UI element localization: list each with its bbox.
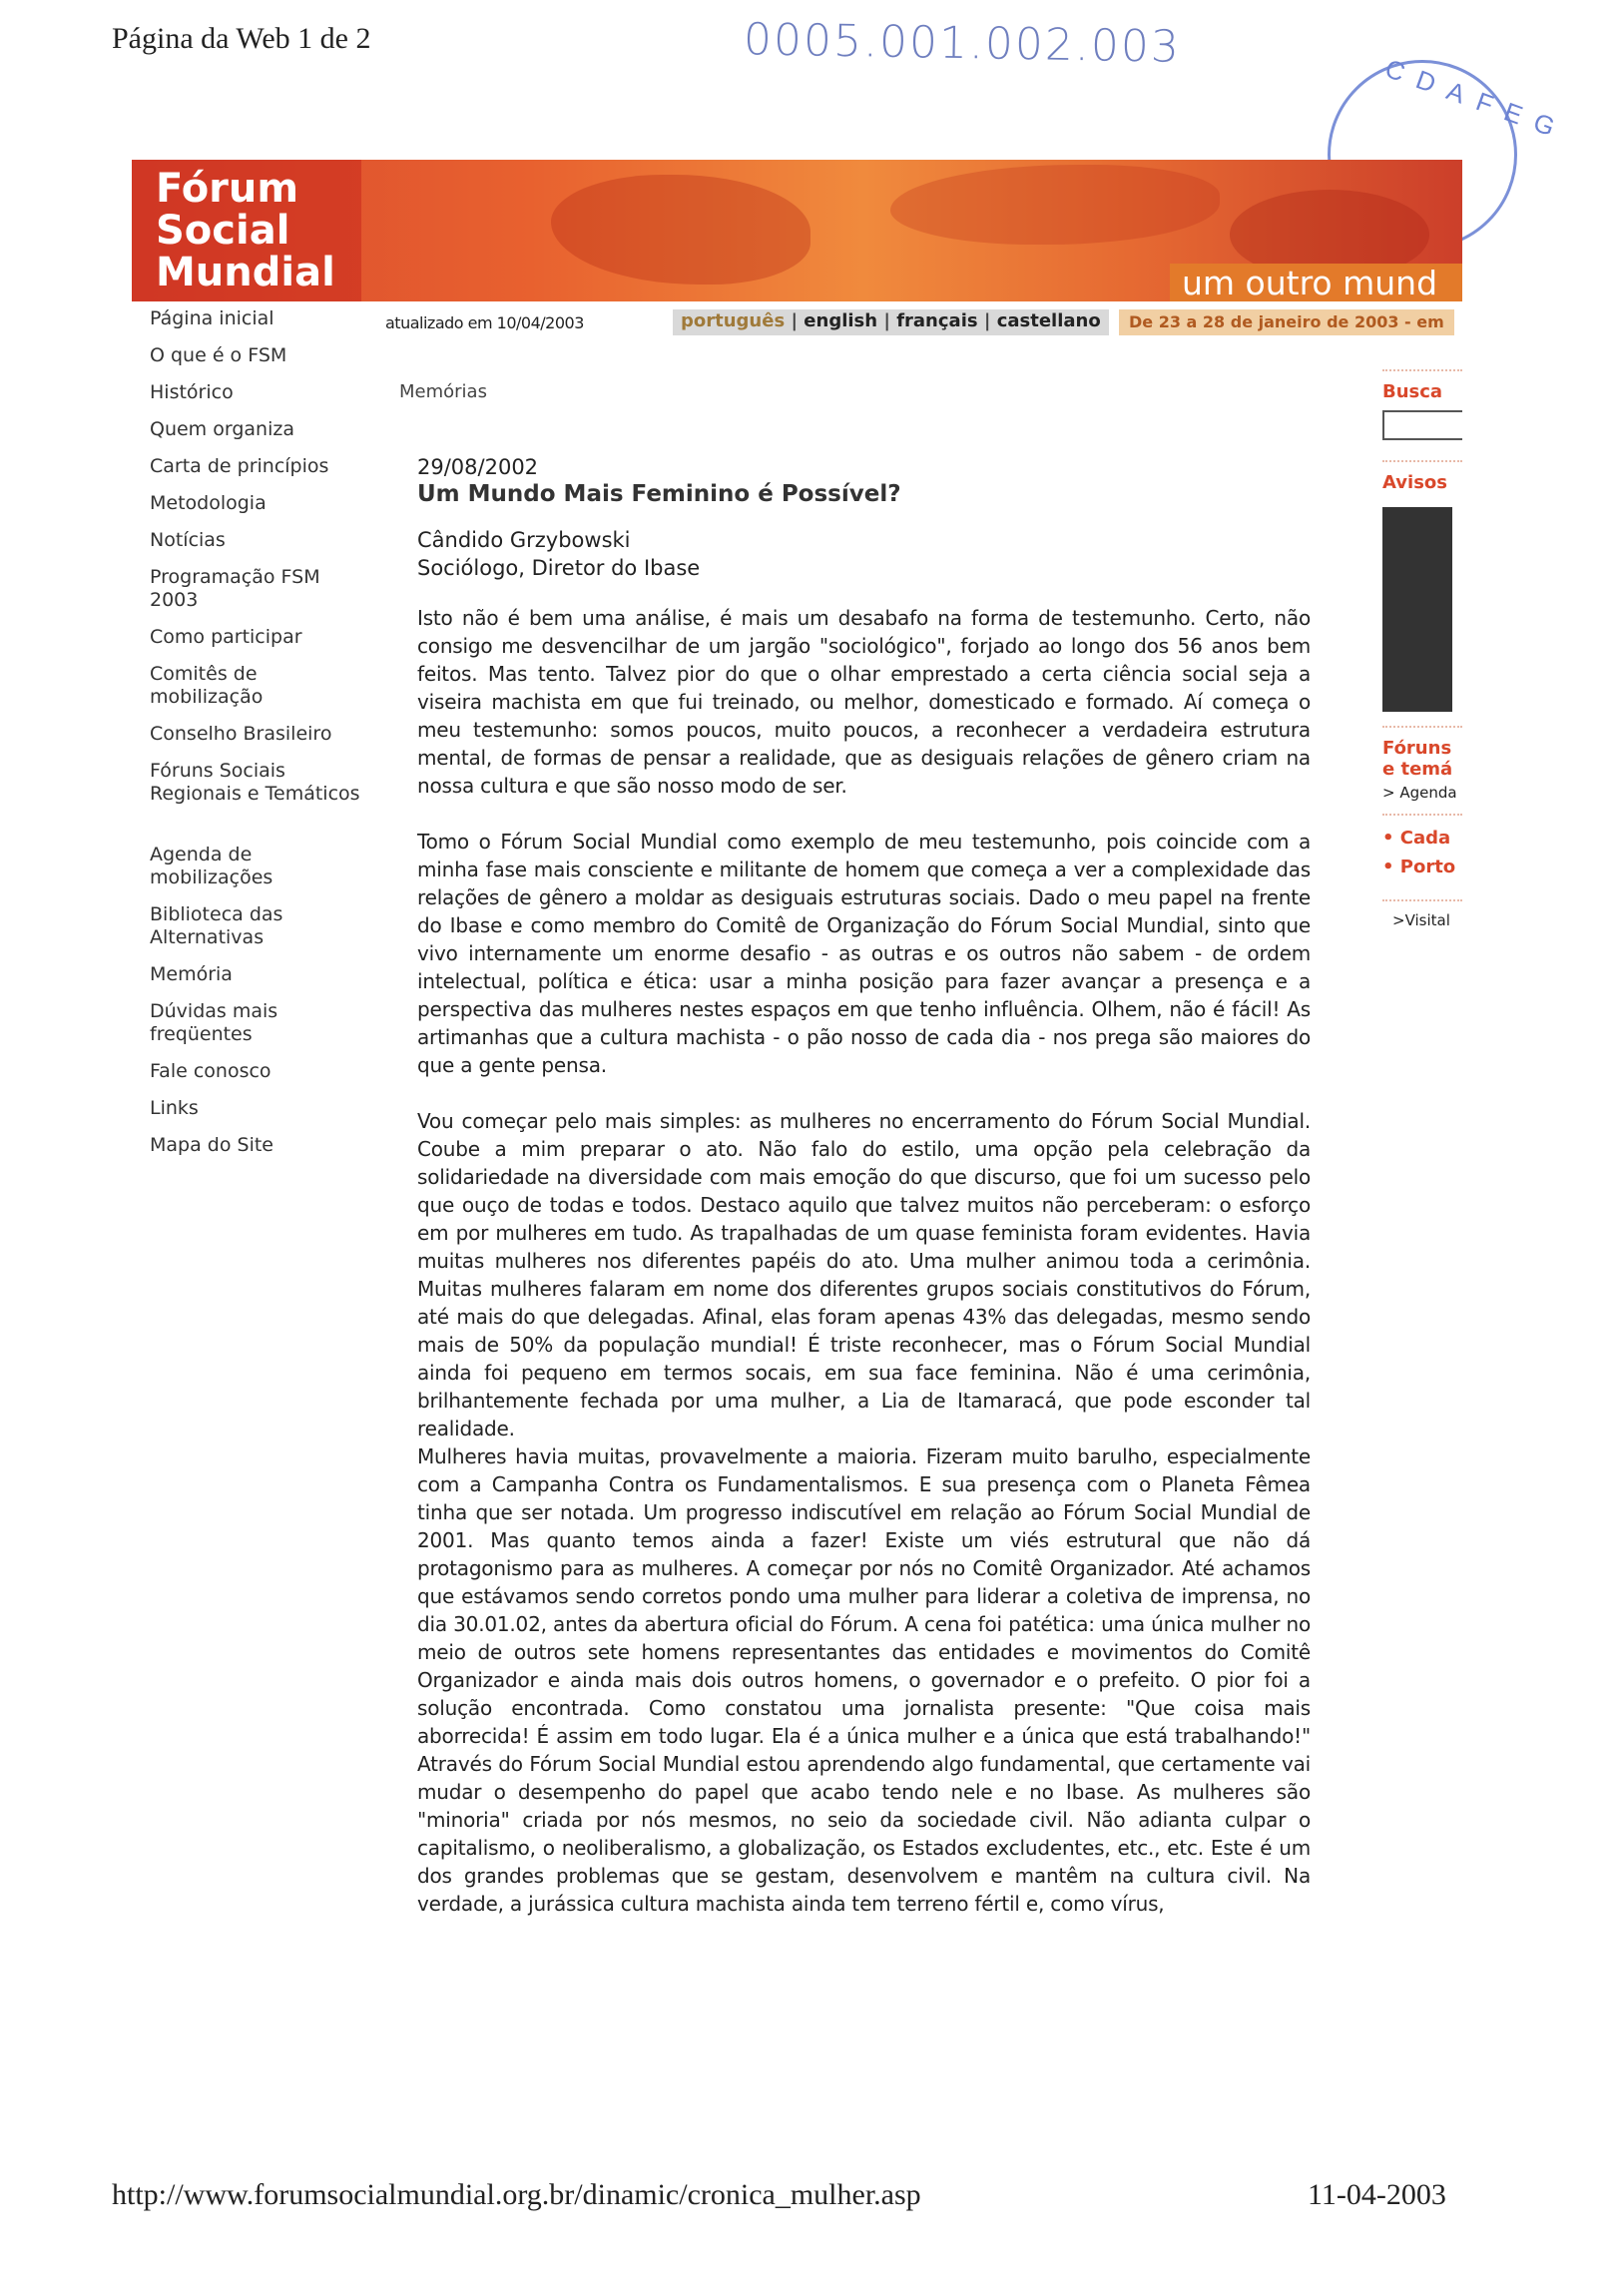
banner-tagline: um outro mund [1182,264,1438,301]
notices-label: Avisos [1382,472,1447,493]
sidebar-nav [150,307,379,1157]
site-logo[interactable] [132,160,361,301]
sidebar-item-como-participar[interactable]: Como participar [150,626,302,648]
language-selector [673,309,1109,335]
world-map-shape [890,165,1220,245]
sidebar-item-historico[interactable]: Histórico [150,381,234,403]
sidebar-item-pagina-inicial[interactable]: Página inicial [150,307,274,329]
language-link-english[interactable]: english [804,310,878,331]
sidebar-item-links[interactable]: Links [150,1097,199,1119]
article-date: 29/08/2002 [417,455,539,479]
language-link-castellano[interactable]: castellano [996,310,1101,331]
dotted-divider [1382,899,1462,905]
world-map-shape [551,175,810,285]
separator: | [983,310,997,331]
site-banner [132,160,1462,301]
article-title: Um Mundo Mais Feminino é Possível? [417,481,901,507]
sidebar-item-agenda-de-mobilizacoes[interactable]: Agenda de mobilizações [150,844,273,888]
search-label: Busca [1382,381,1443,402]
archive-reference-code: 0005.001.002.003 [743,14,1182,73]
sidebar-item-foruns-sociais[interactable]: Fóruns Sociais Regionais e Temáticos [150,760,360,805]
logo-line: Social [156,208,290,254]
dotted-divider [1382,726,1462,732]
article-paragraph: Tomo o Fórum Social Mundial como exemplo de meu testemunho, pois coincide com a minha fase mais consciente e militante de homem que começa a ver a complexidade das relações de gênero a moldar as desiguais estruturas sociais. Dado o meu papel na frente do Ibase e como membro do Comitê de Organização do Fórum Social Mundial, sinto que vivo internamente um enorme desafio - as outras e os outros não sabem - de ordem intelectual, política e ética: usar a minha posição para fazer avançar a presença e a perspectiva das mulheres nestes espaços em que tenho influência. Olhem, não é fácil! As artimanhas que a cultura machista - o pão nosso de cada dia - nos prega são maiores do que a gente pensa. [417,830,1311,1077]
dotted-divider [1382,369,1462,375]
sidebar-item-programacao-fsm-2003[interactable]: Programação FSM 2003 [150,566,320,611]
right-column [1382,369,1462,929]
sidebar-item-memoria[interactable]: Memória [150,963,233,985]
article-body [417,454,1311,1918]
news-bullet-link[interactable]: • Cada [1382,828,1451,849]
forums-link[interactable]: Fóruns [1382,738,1452,759]
sidebar-item-o-que-e-o-fsm[interactable]: O que é o FSM [150,344,287,366]
agenda-link[interactable]: > Agenda [1382,784,1457,802]
print-footer-date: 11-04-2003 [1308,2178,1446,2211]
last-updated: atualizado em 10/04/2003 [385,313,584,332]
language-link-francais[interactable]: français [896,310,978,331]
sidebar-item-comites-de-mobilizacao[interactable]: Comitês de mobilização [150,663,264,708]
notices-panel [1382,507,1452,712]
print-page-header: Página da Web 1 de 2 [112,22,371,55]
sidebar-item-duvidas-mais-frequentes[interactable]: Dúvidas mais freqüentes [150,1000,278,1045]
logo-line: Fórum [156,166,299,212]
separator: | [791,310,805,331]
visit-link[interactable]: >Visital [1392,911,1450,929]
sidebar-item-metodologia[interactable]: Metodologia [150,492,267,514]
section-breadcrumb: Memórias [399,381,487,402]
article-paragraph: Vou começar pelo mais simples: as mulheres no encerramento do Fórum Social Mundial. Coube a mim preparar o ato. Não falo do estilo, uma opção pela celebração da solidariedade na diversidade com mais emoção do que discurso, que foi um sucesso pelo que ouço de todas e todos. Destaco aquilo que talvez muitos não perceberam: o esforço em por mulheres em tudo. As trapalhadas de um quase feminista foram evidentes. Havia muitas mulheres nos diferentes papéis do ato. Uma mulher animou toda a cerimônia. Muitas mulheres falaram em nome dos diferentes grupos sociais constitutivos do Fórum, até mais do que delegadas. Afinal, elas foram apenas 43% das delegadas, mesmo sendo mais de 50% da população mundial! É triste reconhecer, mas o Fórum Social Mundial ainda foi pequeno em termos socais, em sua face feminina. Não é uma cerimônia, brilhantemente fechada por uma mulher, a Lia de Itamaracá, que pode esconder tal realidade. [417,1109,1311,1440]
search-input[interactable] [1382,410,1462,440]
sidebar-item-noticias[interactable]: Notícias [150,529,226,551]
article-paragraph: Isto não é bem uma análise, é mais um desabafo na forma de testemunho. Certo, não consigo me desvencilhar de um jargão "sociológico", forjado ao longo dos 56 anos bem feitos. Mas tento. Talvez pior do que o olhar emprestado a certa ciência social seja a viseira machista em que fui treinado, ou melhor, domesticado e formado. Aí começa o meu testemunho: somos poucos, muito poucos, a reconhecer a verdadeira estrutura mental, de formas de pensar a realidade, que as desiguais relações de gênero criam na nossa cultura e que são nosso modo de ser. [417,606,1311,798]
news-bullet-link[interactable]: • Porto [1382,857,1456,877]
dotted-divider [1382,814,1462,820]
sidebar-item-biblioteca-das-alternativas[interactable]: Biblioteca das Alternativas [150,903,283,948]
forums-link-continued[interactable]: e temá [1382,759,1453,780]
info-bar [385,309,1462,337]
sidebar-item-carta-de-principios[interactable]: Carta de princípios [150,455,329,477]
stamp-text: CDAFEG [1380,53,1572,148]
sidebar-item-quem-organiza[interactable]: Quem organiza [150,418,294,440]
sidebar-item-conselho-brasileiro[interactable]: Conselho Brasileiro [150,723,332,745]
event-date-range: De 23 a 28 de janeiro de 2003 - em [1119,309,1454,335]
article-paragraph: Mulheres havia muitas, provavelmente a maioria. Fizeram muito barulho, especialmente com a Campanha Contra os Fundamentalismos. E sua presença com o Planeta Fêmea tinha que ser notada. Um progresso indiscutível em relação ao Fórum Social Mundial de 2001. Mas quanto temos ainda a fazer! Existe um viés estrutural que não dá protagonismo para as mulheres. A começar por nós no Comitê Organizador. Até achamos que estávamos sendo corretos pondo uma mulher para liderar a coletiva de imprensa, no dia 30.01.02, antes da abertura oficial do Fórum. A cena foi patética: uma única mulher no meio de outros sete homens representantes das entidades e movimentos do Comitê Organizador e ainda mais dois outros homens, o governador e o prefeito. O pior foi a solução encontrada. Como constatou uma jornalista presente: "Que coisa mais aborrecida! É assim em todo lugar. Ela é a única mulher e a única que está trabalhando!" Através do Fórum Social Mundial estou aprendendo algo fundamental, que certamente vai mudar o desempenho do papel que acabo tendo nele e no Ibase. As mulheres são "minoria" criada por nós mesmos, no seio da sociedade civil. Não adianta culpar o capitalismo, o neoliberalismo, a globalização, os Estados excludentes, etc., etc. Este é um dos grandes problemas que se gestam, desenvolvem e mantêm na cultura civil. Na verdade, a jurássica cultura machista ainda tem terreno fértil e, como vírus, [417,1444,1311,1916]
dotted-divider [1382,460,1462,466]
sidebar-item-mapa-do-site[interactable]: Mapa do Site [150,1134,273,1156]
logo-line: Mundial [156,250,335,295]
language-link-portugues[interactable]: português [681,310,786,331]
article-author: Cândido Grzybowski [417,528,631,552]
print-footer-url: http://www.forumsocialmundial.org.br/dinamic/cronica_mulher.asp [112,2178,921,2211]
article-author-role: Sociólogo, Diretor do Ibase [417,556,701,580]
separator: | [883,310,897,331]
sidebar-item-fale-conosco[interactable]: Fale conosco [150,1060,271,1082]
